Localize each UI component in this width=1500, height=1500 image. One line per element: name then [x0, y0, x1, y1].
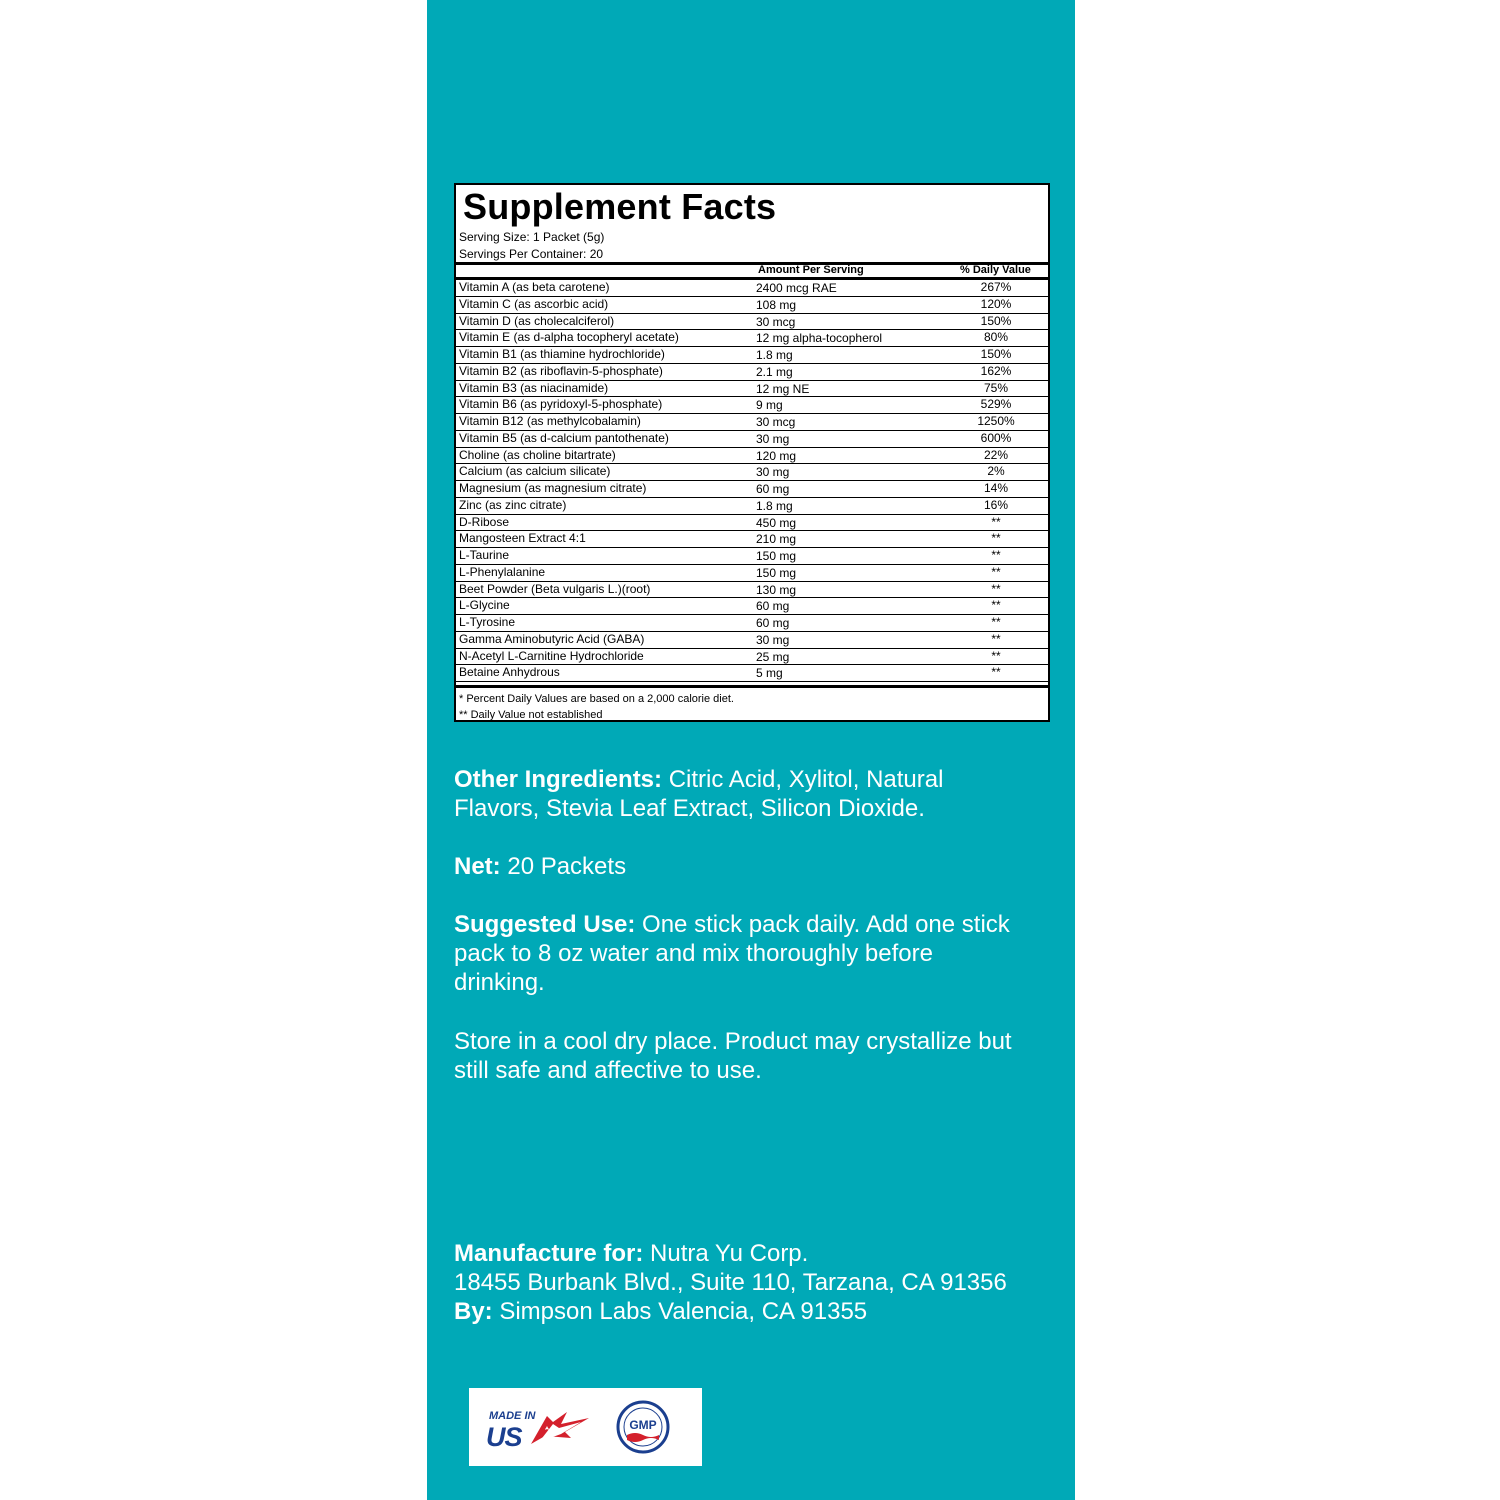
nutrient-name: Beet Powder (Beta vulgaris L.)(root)	[459, 581, 651, 596]
nutrient-name: D-Ribose	[459, 514, 510, 529]
servings-per-container: Servings Per Container: 20	[459, 247, 604, 261]
daily-value: 267%	[980, 280, 1012, 294]
daily-value: **	[991, 581, 1001, 596]
nutrient-name: Betaine Anhydrous	[459, 665, 560, 680]
table-row	[456, 565, 1048, 582]
nutrient-name: Calcium (as calcium silicate)	[459, 464, 611, 479]
footnote-not-established: ** Daily Value not established	[459, 709, 603, 721]
nutrient-name: Vitamin E (as d-alpha tocopheryl acetate)	[459, 330, 679, 345]
daily-value: 1250%	[977, 414, 1015, 428]
nutrient-name: L-Taurine	[459, 548, 510, 562]
other-ingredients	[454, 765, 1034, 823]
daily-value: **	[991, 631, 1001, 646]
nutrient-name: L-Phenylalanine	[459, 564, 546, 579]
column-header-daily-value: % Daily Value	[960, 264, 1031, 276]
supplement-facts-table	[454, 183, 1050, 722]
daily-value: **	[991, 648, 1001, 663]
table-row	[456, 431, 1048, 448]
daily-value: 22%	[983, 447, 1009, 462]
facts-title: Supplement Facts	[463, 186, 777, 227]
badges-graphic	[469, 1388, 702, 1466]
suggested-use	[454, 910, 1014, 997]
table-row	[456, 632, 1048, 649]
nutrient-name: Mangosteen Extract 4:1	[459, 531, 586, 546]
nutrient-name: N-Acetyl L-Carnitine Hydrochloride	[459, 648, 644, 663]
table-row	[456, 498, 1048, 515]
table-row	[456, 481, 1048, 498]
table-row	[456, 531, 1048, 548]
daily-value: 150%	[980, 347, 1012, 361]
daily-value: 80%	[983, 330, 1009, 345]
amount-per-serving: 2400 mcg RAE	[756, 281, 837, 295]
amount-per-serving: 210 mg	[756, 532, 797, 547]
svg-text:US: US	[486, 1422, 522, 1452]
table-row	[456, 548, 1048, 565]
manufacturer-line	[454, 1239, 1064, 1268]
nutrient-name: Choline (as choline bitartrate)	[459, 447, 616, 462]
amount-per-serving: 30 mcg	[756, 415, 796, 429]
amount-per-serving: 12 mg alpha-tocopherol	[756, 331, 883, 346]
nutrient-name: Vitamin B6 (as pyridoxyl-5-phosphate)	[459, 397, 663, 412]
table-row	[456, 280, 1048, 297]
serving-size: Serving Size: 1 Packet (5g)	[459, 230, 605, 244]
other-ingredients-label: Other Ingredients:	[454, 766, 663, 793]
suggested-use-label: Suggested Use:	[454, 911, 636, 938]
daily-value: 529%	[980, 397, 1012, 412]
table-row	[456, 598, 1048, 615]
column-header-amount: Amount Per Serving	[758, 264, 864, 276]
net-contents	[454, 852, 1054, 881]
made-by-name: Simpson Labs Valencia, CA 91355	[492, 1298, 868, 1325]
daily-value: **	[991, 598, 1001, 613]
daily-value: **	[991, 564, 1001, 579]
daily-value: 600%	[980, 430, 1012, 445]
nutrient-name: Gamma Aminobutyric Acid (GABA)	[459, 631, 645, 646]
amount-per-serving: 5 mg	[756, 666, 783, 681]
facts-rows	[456, 280, 1048, 682]
daily-value: **	[991, 531, 1001, 546]
nutrient-name: Magnesium (as magnesium citrate)	[459, 481, 647, 495]
certification-badges	[469, 1388, 702, 1466]
amount-per-serving: 30 mg	[756, 431, 790, 446]
amount-per-serving: 1.8 mg	[756, 498, 793, 513]
nutrient-name: Vitamin D (as cholecalciferol)	[459, 313, 615, 328]
nutrient-name: Vitamin A (as beta carotene)	[459, 280, 610, 294]
table-row	[456, 414, 1048, 431]
manufacturer-name: Nutra Yu Corp.	[643, 1240, 809, 1267]
other-ingredients-text: Citric Acid, Xylitol, Natural Flavors, Stevia Leaf Extract, Silicon Dioxide.	[454, 766, 944, 822]
nutrient-name: Vitamin B3 (as niacinamide)	[459, 380, 609, 395]
daily-value: 2%	[987, 464, 1005, 479]
table-row	[456, 448, 1048, 465]
table-row	[456, 615, 1048, 632]
storage-note: Store in a cool dry place. Product may crystallize but still safe and affective to use.	[454, 1028, 1012, 1084]
nutrient-name: L-Glycine	[459, 598, 510, 613]
nutrient-name: Vitamin B5 (as d-calcium pantothenate)	[459, 430, 669, 445]
suggested-use-text: One stick pack daily. Add one stick pack to 8 oz water and mix thoroughly before drinking.	[454, 911, 1010, 996]
amount-per-serving: 130 mg	[756, 582, 797, 597]
daily-value: 14%	[983, 481, 1009, 495]
amount-per-serving: 150 mg	[756, 565, 797, 580]
amount-per-serving: 30 mcg	[756, 314, 796, 329]
nutrient-name: Zinc (as zinc citrate)	[459, 497, 567, 512]
svg-text:GMP: GMP	[629, 1418, 657, 1432]
table-row	[456, 582, 1048, 599]
amount-per-serving: 30 mg	[756, 465, 790, 480]
table-row	[456, 297, 1048, 314]
nutrient-name: Vitamin B2 (as riboflavin-5-phosphate)	[459, 363, 663, 378]
nutrient-name: L-Tyrosine	[459, 615, 516, 629]
nutrient-name: Vitamin B1 (as thiamine hydrochloride)	[459, 347, 665, 361]
table-row	[456, 665, 1048, 682]
amount-per-serving: 450 mg	[756, 515, 797, 530]
table-row	[456, 347, 1048, 364]
amount-per-serving: 150 mg	[756, 549, 797, 563]
amount-per-serving: 60 mg	[756, 616, 790, 630]
amount-per-serving: 30 mg	[756, 632, 790, 647]
table-row	[456, 381, 1048, 398]
amount-per-serving: 60 mg	[756, 482, 790, 496]
nutrient-name: Vitamin B12 (as methylcobalamin)	[459, 414, 641, 428]
table-row	[456, 314, 1048, 331]
amount-per-serving: 12 mg NE	[756, 381, 810, 396]
table-row	[456, 649, 1048, 666]
net-text: 20 Packets	[500, 853, 627, 880]
daily-value: 75%	[983, 380, 1009, 395]
gmp-seal	[618, 1402, 668, 1452]
nutrient-name: Vitamin C (as ascorbic acid)	[459, 296, 609, 311]
daily-value: **	[991, 548, 1001, 562]
net-label: Net:	[454, 853, 501, 880]
amount-per-serving: 108 mg	[756, 297, 797, 312]
table-row	[456, 397, 1048, 414]
rule	[456, 685, 1048, 688]
svg-text:MADE IN: MADE IN	[489, 1410, 536, 1422]
amount-per-serving: 1.8 mg	[756, 348, 793, 362]
daily-value: 120%	[980, 296, 1012, 311]
footnote-percent-dv: * Percent Daily Values are based on a 2,000 calorie diet.	[459, 693, 734, 705]
daily-value: 150%	[980, 313, 1012, 328]
amount-per-serving: 60 mg	[756, 599, 790, 614]
manufacturer-address: 18455 Burbank Blvd., Suite 110, Tarzana, CA 91356	[454, 1269, 1007, 1296]
table-row	[456, 464, 1048, 481]
amount-per-serving: 9 mg	[756, 398, 783, 413]
amount-per-serving: 2.1 mg	[756, 364, 793, 379]
made-in-usa-logo	[486, 1410, 589, 1452]
daily-value: **	[991, 615, 1001, 629]
manufacturer-label: Manufacture for:	[454, 1240, 644, 1267]
daily-value: **	[991, 514, 1001, 529]
manufacturer-info	[454, 1239, 1064, 1326]
amount-per-serving: 120 mg	[756, 448, 797, 463]
table-row	[456, 364, 1048, 381]
made-by-label: By:	[454, 1298, 493, 1325]
table-row	[456, 515, 1048, 532]
daily-value: 162%	[980, 363, 1012, 378]
amount-per-serving: 25 mg	[756, 649, 790, 664]
daily-value: **	[991, 665, 1001, 680]
table-row	[456, 330, 1048, 347]
daily-value: 16%	[983, 497, 1009, 512]
made-by-line	[454, 1297, 1064, 1326]
